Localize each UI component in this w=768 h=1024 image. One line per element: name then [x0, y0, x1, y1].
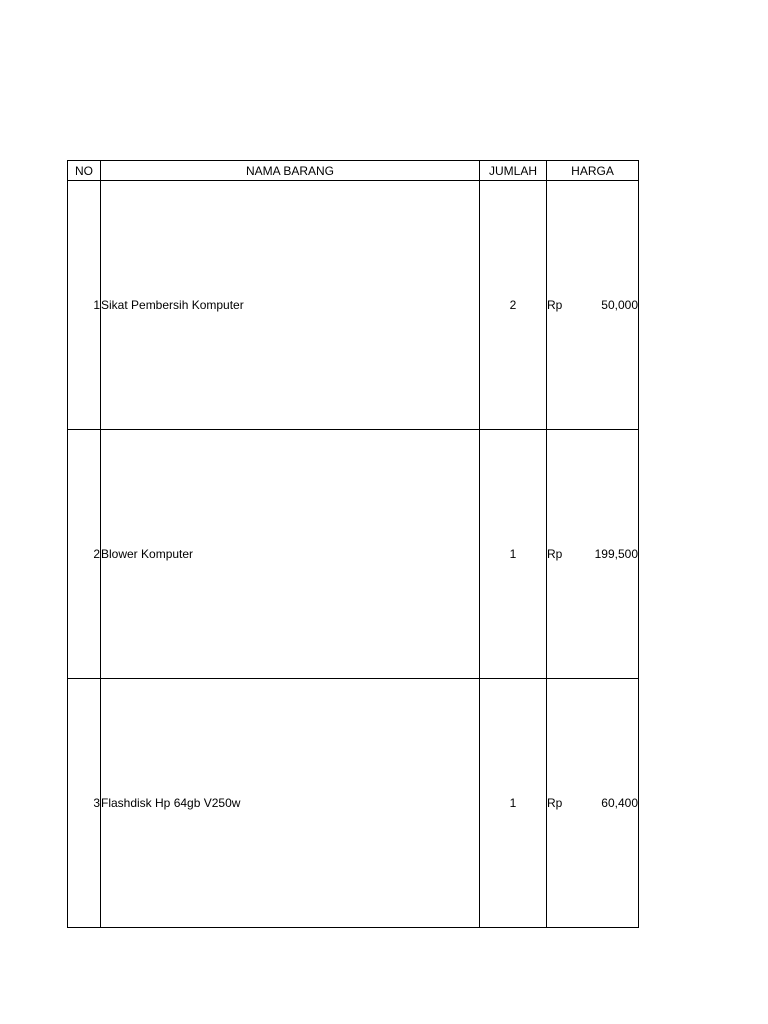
row-currency: Rp: [547, 796, 563, 810]
row-harga-cell: [547, 181, 639, 430]
row-jumlah: 2: [480, 181, 547, 430]
table-row: [68, 430, 639, 679]
row-currency: Rp: [547, 298, 563, 312]
row-nama-barang: Sikat Pembersih Komputer: [101, 181, 480, 430]
items-table: [67, 160, 639, 928]
row-harga-cell: [547, 430, 639, 679]
row-nama-barang: Flashdisk Hp 64gb V250w: [101, 679, 480, 928]
row-harga: 199,500: [594, 547, 638, 561]
table-row: [68, 679, 639, 928]
row-no: 1: [68, 181, 101, 430]
header-harga: HARGA: [547, 161, 639, 181]
table-header-row: [68, 161, 639, 181]
header-no: NO: [68, 161, 101, 181]
row-currency: Rp: [547, 547, 563, 561]
row-harga: 60,400: [601, 796, 638, 810]
header-jumlah: JUMLAH: [480, 161, 547, 181]
row-harga: 50,000: [601, 298, 638, 312]
row-no: 3: [68, 679, 101, 928]
row-harga-cell: [547, 679, 639, 928]
row-no: 2: [68, 430, 101, 679]
row-nama-barang: Blower Komputer: [101, 430, 480, 679]
row-jumlah: 1: [480, 430, 547, 679]
header-nama-barang: NAMA BARANG: [101, 161, 480, 181]
table-row: [68, 181, 639, 430]
row-jumlah: 1: [480, 679, 547, 928]
